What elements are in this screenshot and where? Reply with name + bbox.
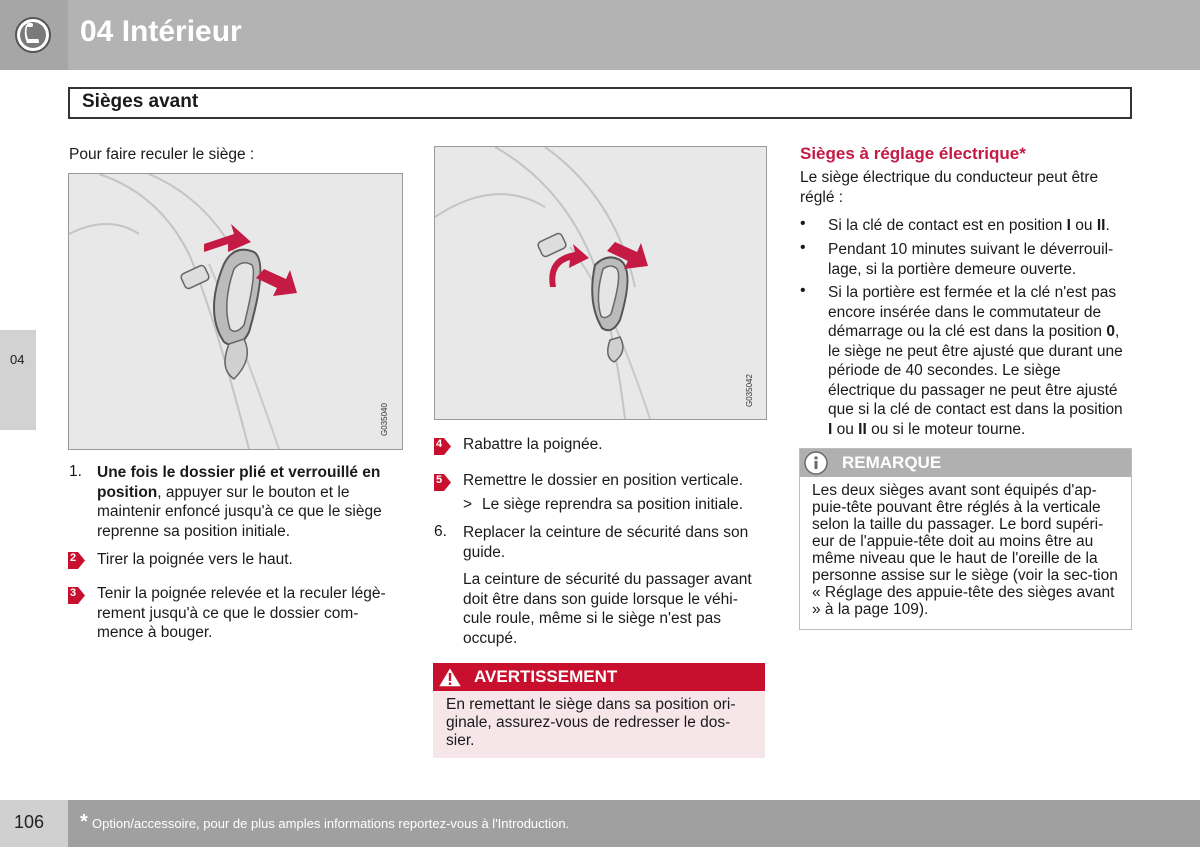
warning-box (433, 663, 765, 758)
bullet-marker: • (800, 215, 806, 232)
footer-asterisk: * (80, 811, 88, 833)
step-5-icon (434, 474, 451, 491)
header-icon-box (0, 0, 68, 70)
step-5-text: Remettre le dossier en position verticale. (463, 472, 743, 489)
step-4-text: Rabattre la poignée. (463, 436, 603, 453)
note-title: REMARQUE (842, 453, 942, 472)
chapter-side-tab (0, 330, 36, 430)
bullet-1-bold-2: II (1096, 217, 1106, 234)
footer-band (68, 800, 1200, 847)
bullet-3-post: ou si le moteur tourne. (866, 420, 1026, 438)
bullet-3-bold-3: II (858, 420, 867, 438)
bullet-1-text (828, 216, 1130, 236)
step-3-icon (68, 587, 85, 604)
warning-header (433, 663, 765, 691)
note-header (800, 449, 1131, 477)
page-number-box (0, 800, 68, 847)
bullet-1-pre: Si la clé de contact est en position (828, 217, 1067, 234)
step-2-text: Tirer la poignée vers le haut. (97, 551, 293, 568)
bullet-3-mid-2: ou (832, 420, 859, 438)
step-4-icon-label: 4 (436, 438, 443, 450)
section-title-box (68, 87, 1132, 119)
bullet-marker: • (800, 239, 806, 256)
figure-seat-return (434, 146, 767, 420)
step-2-icon-label: 2 (70, 552, 77, 564)
bullet-marker: • (800, 282, 806, 299)
warning-triangle-icon (437, 665, 463, 689)
step-6-text: Replacer la ceinture de sécurité dans son guide. (463, 524, 749, 561)
step-4-icon (434, 438, 451, 455)
seat-release-illustration (69, 174, 402, 449)
seat-return-illustration (435, 147, 766, 419)
note-text: Les deux sièges avant sont équipés d'ap-puie-tête pouvant être réglés à la verticale selon la taille du passager. Le bord supéri-eur de l'appuie-tête doit au moins être au même niveau que le haut de l'oreille de la personne assise sur le siège (voir la sec-tion « Réglage des appuie-tête des sièges avant » à la page 109). (812, 482, 1118, 618)
step-5-icon-label: 5 (436, 474, 443, 486)
section-title: Sièges avant (82, 91, 199, 112)
step-1-bold: Une fois le dossier plié et verrouillé en position (97, 464, 381, 501)
note-box (799, 448, 1132, 630)
warning-title: AVERTISSEMENT (474, 667, 618, 686)
chapter-title: 04 Intérieur (80, 15, 242, 48)
page-number: 106 (14, 812, 45, 832)
step-6-note: La ceinture de sécurité du passager avant doit être dans son guide lorsque le véhi-cule roule, même si le siège n'est pas occupé. (463, 571, 752, 647)
step-5-result: Le siège reprendra sa position initiale. (482, 496, 744, 513)
figure-code: G035040 (380, 403, 389, 436)
chapter-side-tab-label: 04 (10, 352, 25, 367)
bullet-1-bold-1: I (1066, 217, 1071, 234)
bullet-3-bold-2: I (828, 420, 833, 438)
bullet-3-bold-1: 0 (1106, 323, 1115, 340)
step-2-icon (68, 552, 85, 569)
step-3-icon-label: 3 (70, 587, 77, 599)
figure-code: G035042 (745, 374, 754, 407)
step-5-result-marker: > (463, 496, 473, 513)
step-number: 1. (69, 463, 82, 480)
footer-note: Option/accessoire, pour de plus amples informations reportez-vous à l'Introduction. (92, 816, 570, 831)
info-icon (803, 451, 829, 475)
figure-seat-release (68, 173, 403, 450)
bullet-3-text (828, 283, 1130, 439)
bullet-2-text: Pendant 10 minutes suivant le déverrouil-lage, si la portière demeure ouverte. (828, 241, 1114, 278)
seat-icon (14, 16, 52, 54)
section-heading: Sièges à réglage électrique* (800, 144, 1026, 163)
col1-intro: Pour faire reculer le siège : (69, 146, 255, 163)
bullet-3-mid: , le siège ne peut être ajusté que durant une période de 40 secondes. Le siège électrique du passager ne peut être ajusté que si la clé de contact est dans la position (828, 323, 1123, 418)
bullet-3-pre: Si la portière est fermée et la clé n'est pas encore insérée dans le commutateur de démarrage ou la clé est dans la position (828, 284, 1117, 340)
step-1-text (97, 463, 401, 541)
bullet-1-mid: ou (1070, 217, 1097, 234)
col3-intro: Le siège électrique du conducteur peut être réglé : (800, 169, 1099, 206)
step-1-rest: , appuyer sur le bouton et le maintenir enfoncé jusqu'à ce que le siège reprenne sa position initiale. (97, 483, 382, 540)
bullet-1-post: . (1105, 217, 1110, 234)
step-3-text: Tenir la poignée relevée et la reculer légè-rement jusqu'à ce que le dossier com-mence à bouger. (97, 585, 386, 641)
warning-text: En remettant le siège dans sa position ori-ginale, assurez-vous de redresser le dos-sier. (446, 696, 736, 749)
step-number: 6. (434, 523, 447, 540)
